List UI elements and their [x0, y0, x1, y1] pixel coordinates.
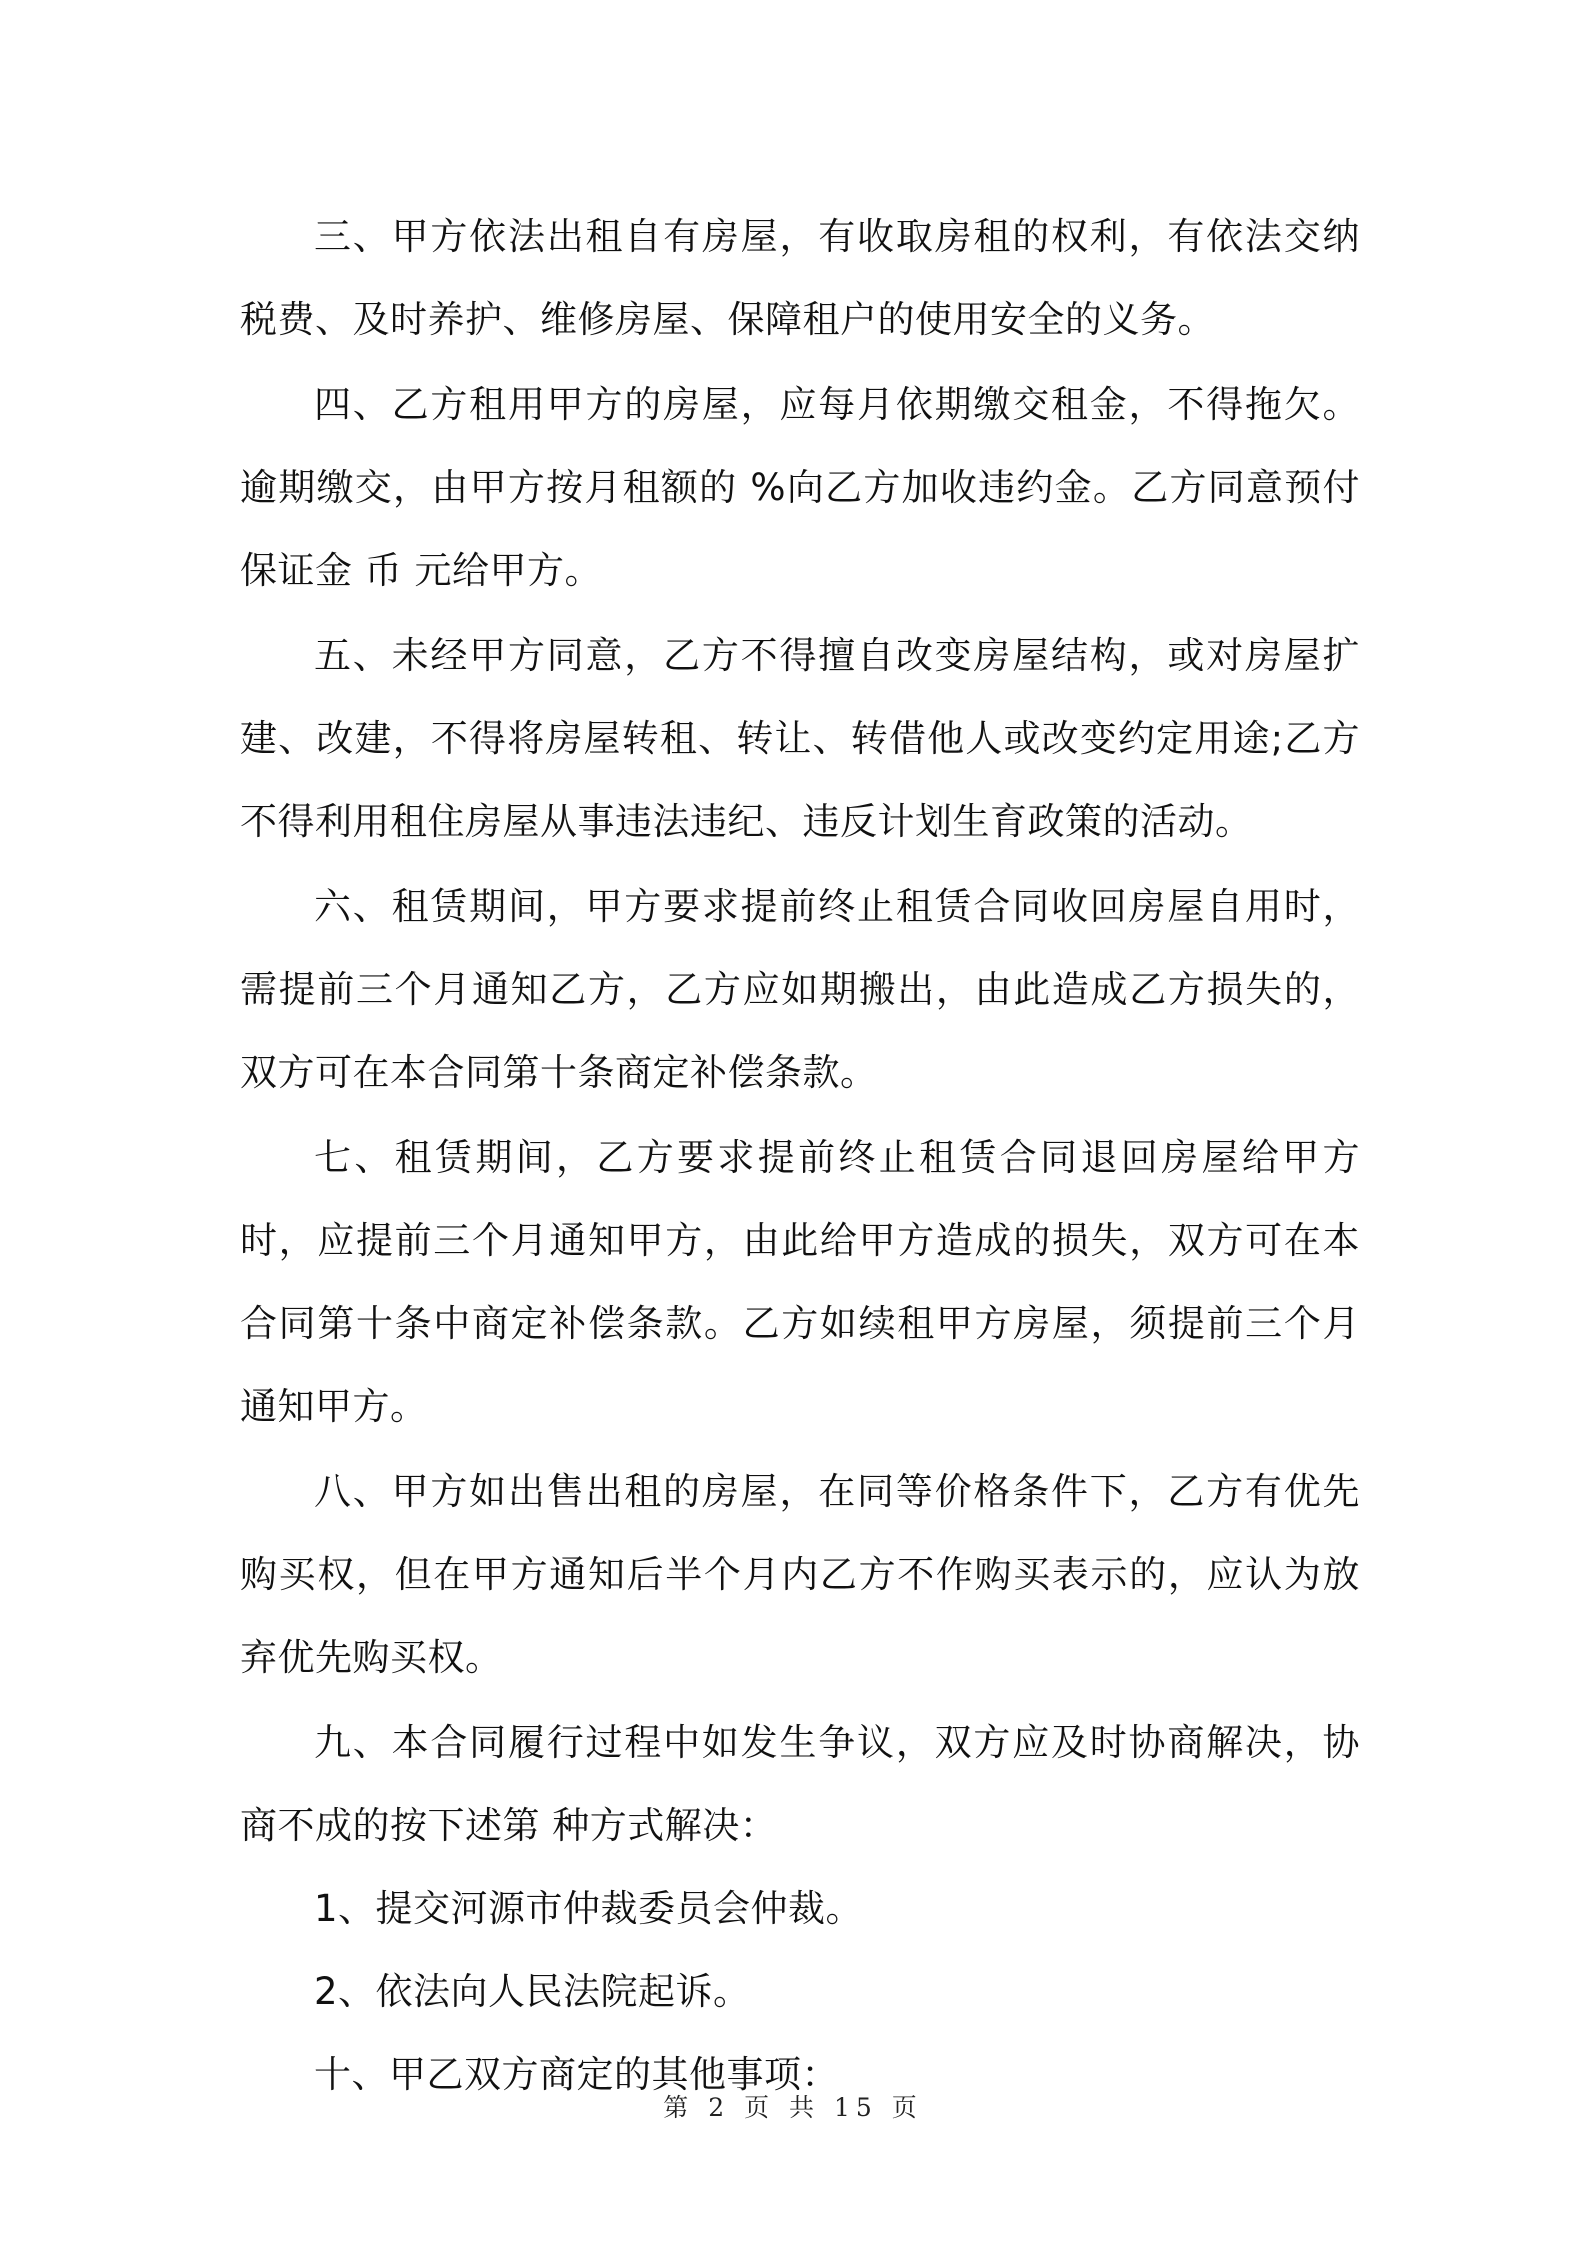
- clause-6: 六、租赁期间，甲方要求提前终止租赁合同收回房屋自用时，需提前三个月通知乙方，乙方应如期搬出，由此造成乙方损失的，双方可在本合同第十条商定补偿条款。: [240, 885, 1360, 1094]
- option-arbitration: 1、提交河源市仲裁委员会仲裁。: [314, 1887, 864, 1930]
- option-court: 2、依法向人民法院起诉。: [314, 1970, 751, 2013]
- page-number: 第 2 页 共 15 页: [663, 2093, 923, 2122]
- document-body: [240, 195, 1360, 2116]
- clause-10: 十、甲乙双方商定的其他事项：: [314, 2053, 839, 2096]
- clause-8: 八、甲方如出售出租的房屋，在同等价格条件下，乙方有优先购买权，但在甲方通知后半个月内乙方不作购买表示的，应认为放弃优先购买权。: [240, 1470, 1360, 1679]
- clause-3: 三、甲方依法出租自有房屋，有收取房租的权利，有依法交纳税费、及时养护、维修房屋、保障租户的使用安全的义务。: [240, 215, 1360, 341]
- clause-4: 四、乙方租用甲方的房屋，应每月依期缴交租金，不得拖欠。逾期缴交，由甲方按月租额的 %向乙方加收违约金。乙方同意预付保证金 币 元给甲方。: [240, 383, 1360, 592]
- clause-5: 五、未经甲方同意，乙方不得擅自改变房屋结构，或对房屋扩建、改建，不得将房屋转租、转让、转借他人或改变约定用途;乙方不得利用租住房屋从事违法违纪、违反计划生育政策的活动。: [240, 634, 1360, 843]
- clause-7: 七、租赁期间，乙方要求提前终止租赁合同退回房屋给甲方时，应提前三个月通知甲方，由此给甲方造成的损失，双方可在本合同第十条中商定补偿条款。乙方如续租甲方房屋，须提前三个月通知甲方。: [240, 1136, 1360, 1428]
- clause-9: 九、本合同履行过程中如发生争议，双方应及时协商解决，协商不成的按下述第 种方式解决：: [240, 1721, 1360, 1847]
